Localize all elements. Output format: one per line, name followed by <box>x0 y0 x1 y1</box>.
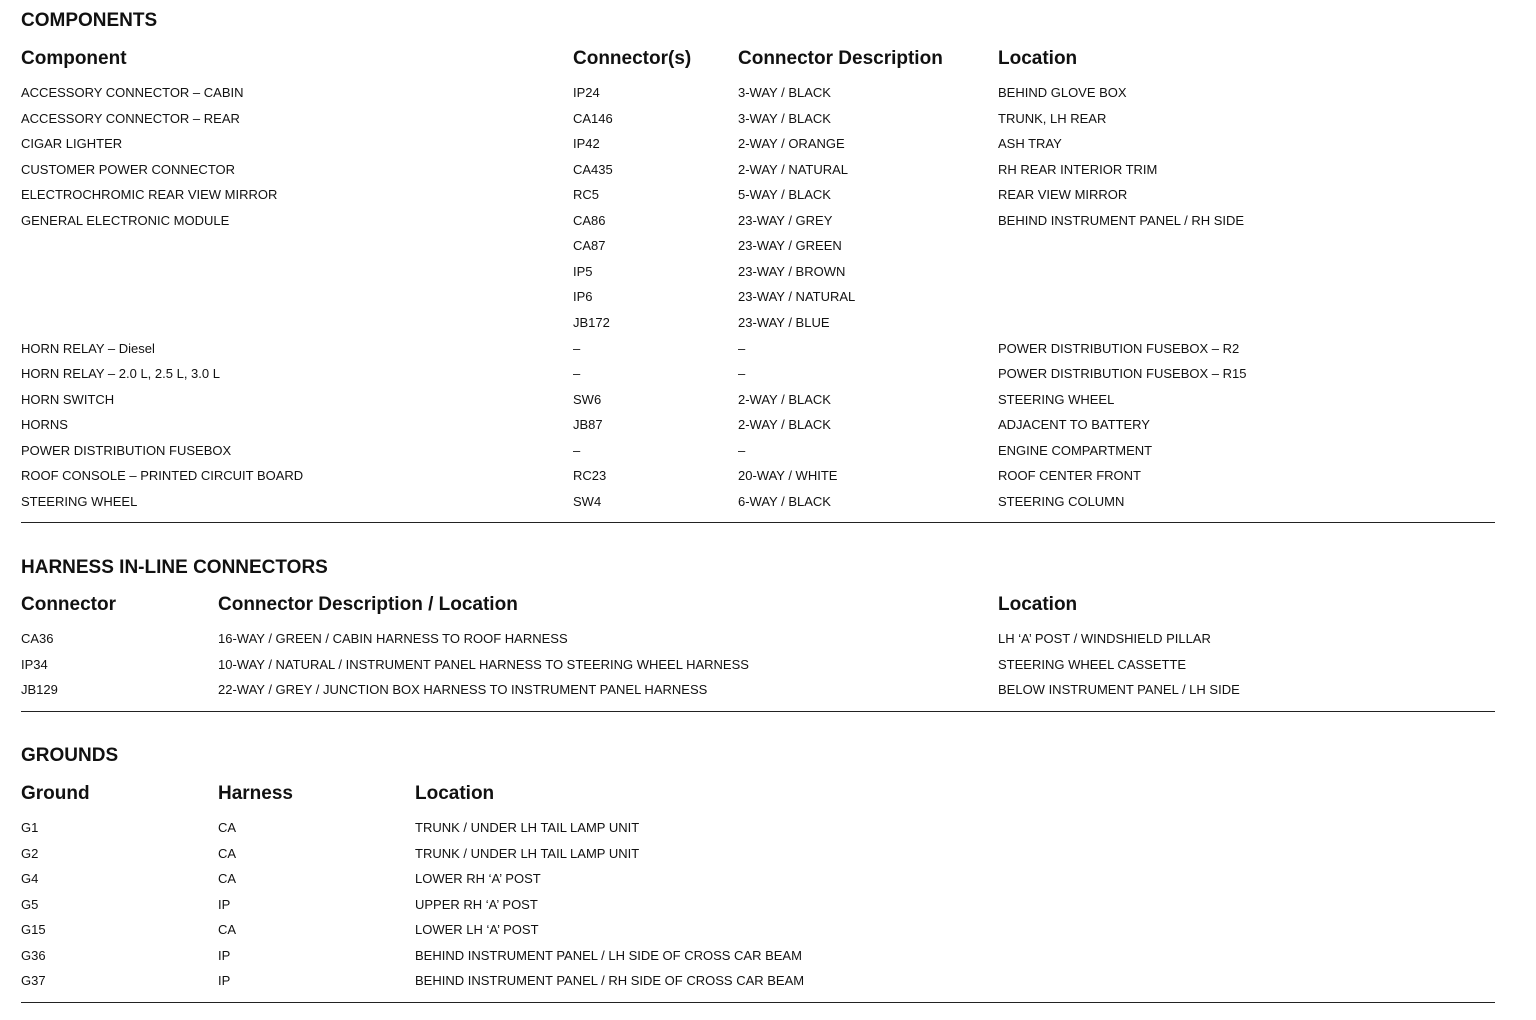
table-cell: 2-WAY / ORANGE <box>738 136 845 152</box>
components-header-connector-description: Connector Description <box>738 48 943 69</box>
harness-header-description: Connector Description / Location <box>218 594 518 615</box>
table-cell: SW6 <box>573 391 602 407</box>
table-row <box>0 948 1536 973</box>
table-cell: CA435 <box>573 161 613 177</box>
table-cell: IP24 <box>573 85 600 100</box>
table-cell: REAR VIEW MIRROR <box>998 187 1128 203</box>
table-cell: RC5 <box>573 187 600 203</box>
table-cell: JB129 <box>21 682 58 698</box>
table-cell: LOWER RH ‘A’ POST <box>415 871 541 887</box>
table-cell: ENGINE COMPARTMENT <box>998 442 1153 458</box>
table-cell: – <box>738 442 746 458</box>
grounds-header-location: Location <box>415 783 495 804</box>
table-row <box>0 657 1536 682</box>
table-cell: IP <box>218 947 231 963</box>
table-cell: 23-WAY / GREY <box>738 212 833 228</box>
table-cell: TRUNK / UNDER LH TAIL LAMP UNIT <box>415 845 640 861</box>
table-cell: CA86 <box>573 212 606 228</box>
table-cell: BEHIND INSTRUMENT PANEL / RH SIDE <box>998 212 1245 228</box>
table-row <box>0 973 1536 998</box>
table-cell: IP42 <box>573 136 600 152</box>
table-cell: 23-WAY / BLUE <box>738 314 830 330</box>
table-cell: – <box>738 340 746 356</box>
table-cell: STEERING WHEEL <box>998 391 1115 407</box>
table-cell: IP <box>218 896 231 912</box>
table-cell: HORNS <box>21 417 68 433</box>
table-cell: G15 <box>21 922 46 938</box>
table-cell: LH ‘A’ POST / WINDSHIELD PILLAR <box>998 631 1211 646</box>
table-cell: CA <box>218 845 237 861</box>
table-cell: 22-WAY / GREY / JUNCTION BOX HARNESS TO INSTRUMENT PANEL HARNESS <box>218 682 708 698</box>
table-cell: HORN RELAY – 2.0 L, 2.5 L, 3.0 L <box>21 366 220 382</box>
components-header-component: Component <box>21 48 127 69</box>
table-cell: – <box>573 366 581 382</box>
table-row <box>0 187 1536 212</box>
table-cell: LOWER LH ‘A’ POST <box>415 922 539 938</box>
table-cell: BEHIND GLOVE BOX <box>998 85 1127 100</box>
table-row <box>0 238 1536 263</box>
harness-divider <box>21 711 1495 712</box>
table-row <box>0 264 1536 289</box>
table-row <box>0 922 1536 947</box>
table-cell: RH REAR INTERIOR TRIM <box>998 161 1158 177</box>
table-cell: – <box>573 442 581 458</box>
table-row <box>0 111 1536 136</box>
table-row <box>0 417 1536 442</box>
table-cell: POWER DISTRIBUTION FUSEBOX <box>21 442 232 458</box>
table-cell: TRUNK / UNDER LH TAIL LAMP UNIT <box>415 820 640 835</box>
table-row <box>0 897 1536 922</box>
table-cell: – <box>573 340 581 356</box>
table-cell: ELECTROCHROMIC REAR VIEW MIRROR <box>21 187 278 203</box>
table-cell: STEERING WHEEL CASSETTE <box>998 656 1187 672</box>
table-row <box>0 289 1536 314</box>
table-cell: ACCESSORY CONNECTOR – REAR <box>21 110 240 126</box>
table-cell: CA <box>218 820 237 835</box>
table-row <box>0 682 1536 707</box>
table-cell: BEHIND INSTRUMENT PANEL / RH SIDE OF CROSS CAR BEAM <box>415 973 805 989</box>
table-cell: G4 <box>21 871 39 887</box>
table-row <box>0 213 1536 238</box>
table-cell: BEHIND INSTRUMENT PANEL / LH SIDE OF CROSS CAR BEAM <box>415 947 802 963</box>
table-row <box>0 136 1536 161</box>
table-cell: SW4 <box>573 493 602 509</box>
table-cell: 3-WAY / BLACK <box>738 110 831 126</box>
table-cell: HORN RELAY – Diesel <box>21 340 155 356</box>
table-row <box>0 366 1536 391</box>
table-cell: G36 <box>21 947 46 963</box>
table-cell: ROOF CONSOLE – PRINTED CIRCUIT BOARD <box>21 468 304 484</box>
table-row <box>0 443 1536 468</box>
table-cell: TRUNK, LH REAR <box>998 110 1107 126</box>
table-cell: STEERING COLUMN <box>998 493 1125 509</box>
table-cell: 10-WAY / NATURAL / INSTRUMENT PANEL HARNESS TO STEERING WHEEL HARNESS <box>218 656 749 672</box>
table-cell: 20-WAY / WHITE <box>738 468 838 484</box>
table-cell: 2-WAY / NATURAL <box>738 161 849 177</box>
table-cell: G2 <box>21 845 39 861</box>
table-row <box>0 820 1536 845</box>
table-row <box>0 468 1536 493</box>
table-row <box>0 392 1536 417</box>
table-cell: CA87 <box>573 238 606 254</box>
table-cell: – <box>738 366 746 382</box>
table-cell: CA36 <box>21 631 54 646</box>
table-cell: ACCESSORY CONNECTOR – CABIN <box>21 85 244 100</box>
table-row <box>0 315 1536 340</box>
table-cell: 5-WAY / BLACK <box>738 187 831 203</box>
table-cell: UPPER RH ‘A’ POST <box>415 896 538 912</box>
table-cell: CIGAR LIGHTER <box>21 136 123 152</box>
table-row <box>0 494 1536 519</box>
table-cell: BELOW INSTRUMENT PANEL / LH SIDE <box>998 682 1240 698</box>
grounds-title: GROUNDS <box>21 745 119 766</box>
table-cell: ADJACENT TO BATTERY <box>998 417 1150 433</box>
table-row <box>0 871 1536 896</box>
table-cell: IP6 <box>573 289 593 305</box>
table-cell: G5 <box>21 896 39 912</box>
table-cell: ROOF CENTER FRONT <box>998 468 1141 484</box>
table-cell: CA <box>218 922 237 938</box>
components-header-connectors: Connector(s) <box>573 48 692 69</box>
table-cell: G1 <box>21 820 39 835</box>
table-cell: IP <box>218 973 231 989</box>
table-cell: 3-WAY / BLACK <box>738 85 831 100</box>
table-row <box>0 631 1536 656</box>
grounds-header-ground: Ground <box>21 783 90 804</box>
table-cell: POWER DISTRIBUTION FUSEBOX – R2 <box>998 340 1240 356</box>
table-cell: CA <box>218 871 237 887</box>
grounds-divider <box>21 1002 1495 1003</box>
grounds-header-harness: Harness <box>218 783 293 804</box>
table-cell: 6-WAY / BLACK <box>738 493 831 509</box>
harness-title: HARNESS IN-LINE CONNECTORS <box>21 557 328 578</box>
table-cell: 2-WAY / BLACK <box>738 391 831 407</box>
table-cell: IP34 <box>21 656 48 672</box>
table-cell: HORN SWITCH <box>21 391 115 407</box>
table-cell: G37 <box>21 973 46 989</box>
table-cell: JB172 <box>573 314 610 330</box>
table-cell: 23-WAY / GREEN <box>738 238 842 254</box>
table-cell: JB87 <box>573 417 603 433</box>
table-cell: 2-WAY / BLACK <box>738 417 831 433</box>
harness-header-location: Location <box>998 594 1078 615</box>
table-cell: STEERING WHEEL <box>21 493 138 509</box>
table-cell: POWER DISTRIBUTION FUSEBOX – R15 <box>998 366 1247 382</box>
table-row <box>0 85 1536 110</box>
table-cell: GENERAL ELECTRONIC MODULE <box>21 212 230 228</box>
table-cell: 23-WAY / BROWN <box>738 263 846 279</box>
table-row <box>0 846 1536 871</box>
table-cell: RC23 <box>573 468 607 484</box>
table-cell: CA146 <box>573 110 613 126</box>
components-title: COMPONENTS <box>21 10 158 31</box>
table-row <box>0 162 1536 187</box>
table-cell: IP5 <box>573 263 593 279</box>
table-cell: CUSTOMER POWER CONNECTOR <box>21 161 236 177</box>
components-header-location: Location <box>998 48 1078 69</box>
harness-header-connector: Connector <box>21 594 116 615</box>
table-row <box>0 341 1536 366</box>
components-divider <box>21 522 1495 523</box>
table-cell: ASH TRAY <box>998 136 1062 152</box>
table-cell: 23-WAY / NATURAL <box>738 289 856 305</box>
table-cell: 16-WAY / GREEN / CABIN HARNESS TO ROOF HARNESS <box>218 631 568 646</box>
